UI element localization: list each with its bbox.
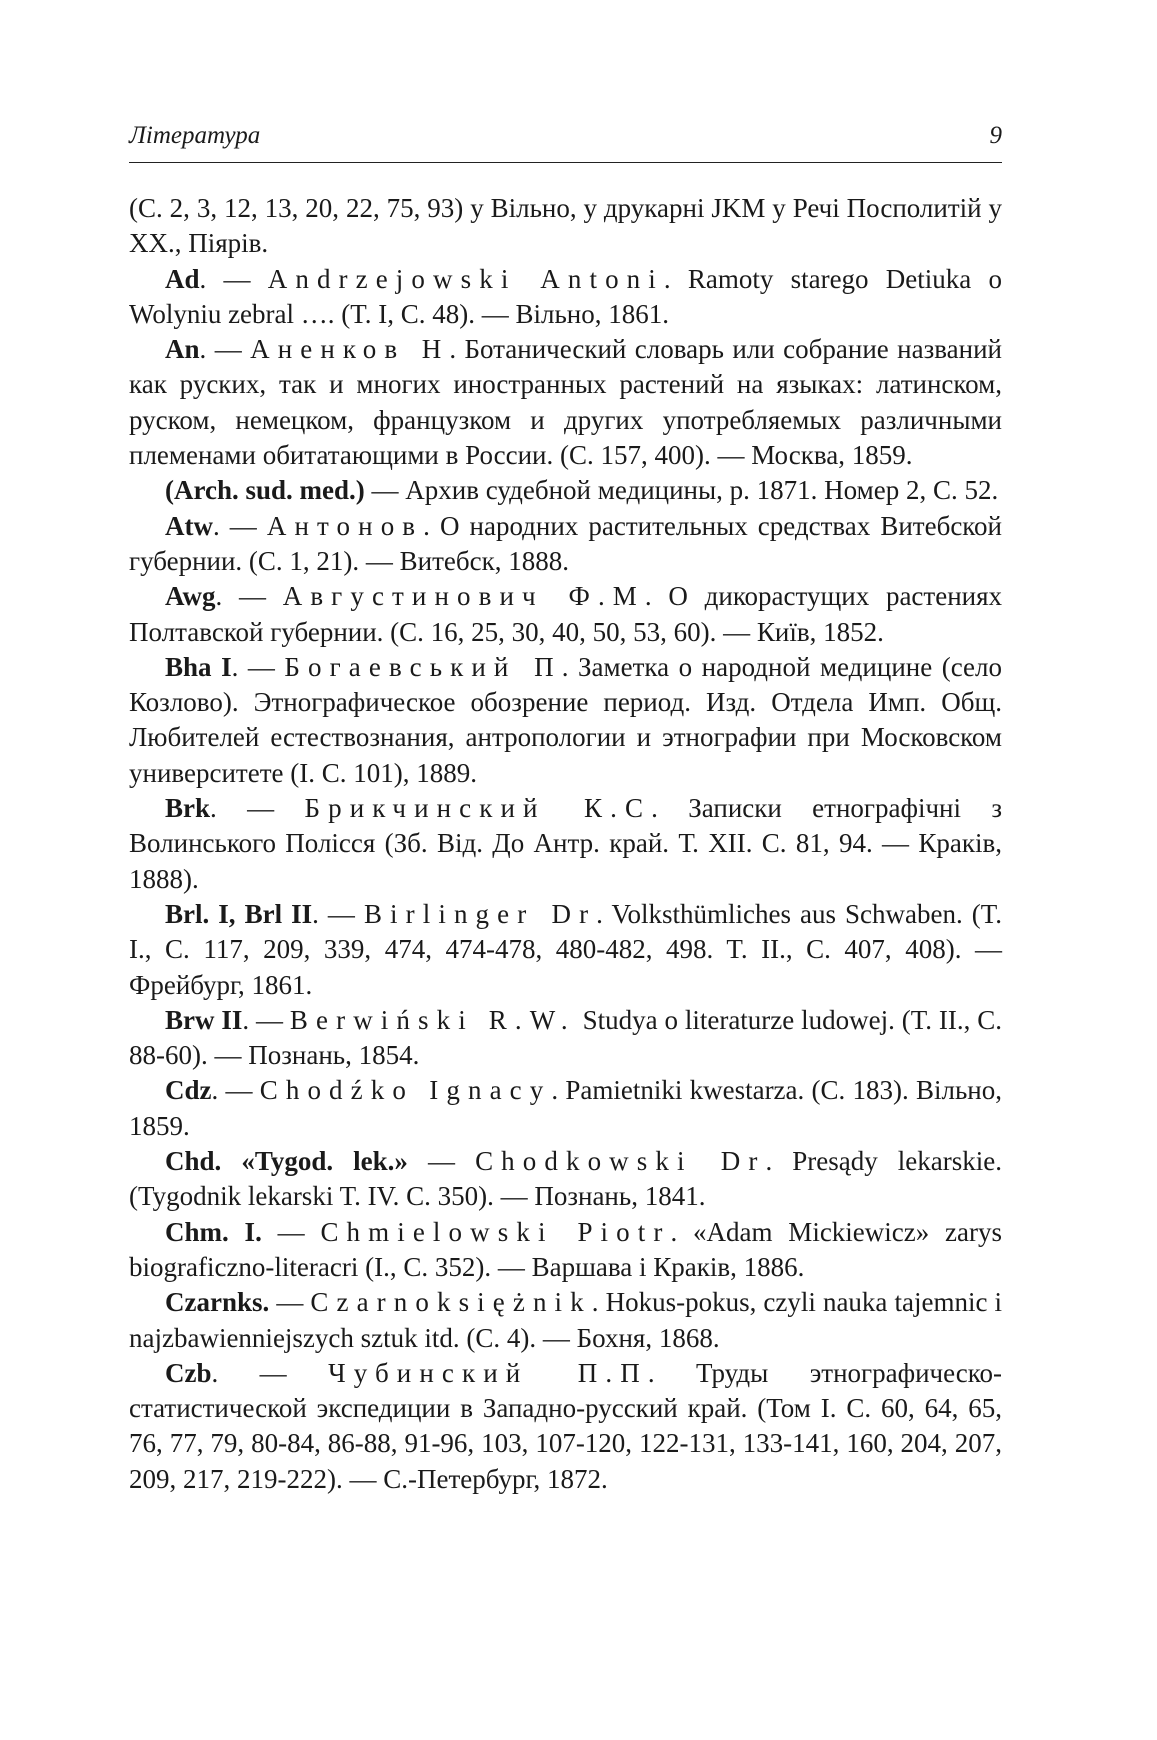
entry-abbreviation: Brl. I, Brl II — [165, 898, 313, 929]
entry-description: . Ботанический словарь или собрание названий как руских, так и многих иностранных растений на языках: латинском, руском, немецком, французком и других употребляемых различными племенами обитатающими в России. (С. 157, 400). — Москва, 1859. — [129, 334, 1002, 471]
running-head-title: Література — [129, 122, 261, 149]
bibliography-entry — [129, 509, 1002, 580]
entry-separator: — — [364, 475, 406, 506]
entry-separator: — — [407, 1146, 476, 1177]
entry-abbreviation: Atw — [165, 510, 213, 541]
entry-abbreviation-tail: . — [231, 651, 239, 682]
bibliography-entry — [129, 332, 1002, 473]
entry-description: . «Adam Mickiewicz» zarys biograficzno-literacri (I., C. 352). — Варшава і Краків, 1886. — [129, 1216, 1003, 1282]
bibliography-entry — [129, 791, 1002, 897]
entry-description: . О народних растительных средствах Витебской губернии. (С. 1, 21). — Витебск, 1888. — [129, 510, 1002, 576]
entry-separator: — — [206, 334, 251, 365]
entry-separator: — — [238, 651, 285, 682]
entry-author: Birlinger Dr — [363, 898, 597, 929]
entry-description: . Заметка о народной медицине (село Козлово). Этнографическое обозрение период. Изд. Отдела Имп. Общ. Любителей естествознания, антропологии и этнографии при Московском университете (I. С. 101), 1889. — [129, 651, 1003, 788]
entry-abbreviation-tail: . — [215, 581, 223, 612]
bibliography-entry — [129, 1356, 1002, 1497]
bibliography-entry — [129, 1144, 1002, 1215]
entry-separator: — — [216, 793, 305, 824]
entry-separator: — — [219, 510, 267, 541]
entry-author: Berwiński R.W. — [289, 1004, 576, 1035]
entry-author: Августинович Ф.М — [282, 581, 645, 612]
bibliography-entry — [129, 473, 1002, 508]
entry-separator: — — [261, 1216, 321, 1247]
bibliography-entry — [129, 1003, 1002, 1074]
entry-abbreviation: Brk — [165, 793, 211, 824]
bibliography-list — [129, 191, 1002, 1497]
bibliography-entry — [129, 650, 1002, 791]
entry-description: . О дикорастущих растениях Полтавской губернии. (С. 16, 25, 30, 40, 50, 53, 60). — Київ, 1852. — [129, 581, 1003, 647]
entry-description: . Hokus-pokus, czyli nauka tajemnic i najzbawienniejszych sztuk itd. (C. 4). — Бохня, 1868. — [129, 1287, 1003, 1353]
entry-author: Chodźko Ignacy — [259, 1075, 552, 1106]
entry-abbreviation: Brw II — [165, 1004, 243, 1035]
entry-abbreviation-tail: . — [211, 1075, 219, 1106]
entry-author: Чубинский П.П — [328, 1357, 648, 1388]
entry-abbreviation-tail: . — [210, 793, 217, 824]
entry-author: Аненков Н — [250, 334, 450, 365]
entry-separator: — — [222, 581, 283, 612]
bibliography-entry — [129, 579, 1002, 650]
entry-abbreviation: Awg — [165, 581, 216, 612]
bibliography-entries — [129, 262, 1002, 1497]
entry-abbreviation: Bha I — [165, 651, 232, 682]
entry-separator: — — [206, 263, 268, 294]
entry-separator: — — [269, 1287, 311, 1318]
entry-abbreviation: Chm. I. — [165, 1216, 262, 1247]
running-header — [129, 118, 1002, 163]
entry-abbreviation-tail: . — [242, 1004, 250, 1035]
entry-abbreviation-tail: . — [199, 334, 207, 365]
entry-separator: — — [249, 1004, 290, 1035]
entry-description: . Presądy lekarskie. (Tygodnik lekarski T. IV. C. 350). — Познань, 1841. — [129, 1146, 1002, 1212]
entry-author: Czarnoksiężnik — [310, 1287, 592, 1318]
entry-abbreviation-tail: . — [312, 898, 319, 929]
entry-author: Chodkowski Dr — [475, 1146, 766, 1177]
entry-separator: — — [218, 1357, 329, 1388]
bibliography-entry — [129, 262, 1002, 333]
entry-description: . Ramoty starego Detiuka o Wolyniu zebral …. (T. I, C. 48). — Вільно, 1861. — [129, 263, 1003, 329]
entry-description: . Труды этнографическо-статистической экспедиции в Западно-русский край. (Том I. С. 60, 64, 65, 76, 77, 79, 80-84, 86-88, 91-96, 103, 107-120, 122-131, 133-141, 160, 204, 207, 209, 217, 219-222). — С.-Петербург, 1872. — [129, 1357, 1002, 1494]
entry-abbreviation: (Arch. sud. med.) — [165, 475, 365, 506]
bibliography-entry — [129, 1285, 1002, 1356]
entry-abbreviation-tail: . — [213, 510, 220, 541]
entry-abbreviation: Czb — [165, 1357, 212, 1388]
entry-abbreviation: Czarnks. — [165, 1287, 270, 1318]
entry-description: Архив судебной медицины, р. 1871. Номер 2, С. 52. — [405, 475, 999, 506]
bibliography-entry — [129, 1073, 1002, 1144]
entry-description: . Volksthümliches aus Schwaben. (T. I., C. 117, 209, 339, 474, 474-478, 480-482, 498. T. II., C. 407, 408). — Фрейбург, 1861. — [129, 898, 1003, 1000]
entry-description: . Pamietniki kwestarza. (C. 183). Вільно, 1859. — [129, 1075, 1003, 1141]
entry-separator: — — [218, 1075, 260, 1106]
entry-author: Брикчинский К.С — [304, 793, 652, 824]
entry-author: Антонов — [266, 510, 424, 541]
entry-abbreviation: An — [165, 334, 200, 365]
entry-abbreviation-tail: . — [211, 1357, 219, 1388]
entry-separator: — — [318, 898, 364, 929]
entry-abbreviation-tail: . — [199, 263, 207, 294]
entry-author: Богаевський П — [284, 651, 562, 682]
bibliography-entry — [129, 897, 1002, 1003]
entry-abbreviation: Chd. «Tygod. lek.» — [165, 1146, 408, 1177]
continuation-paragraph: (С. 2, 3, 12, 13, 20, 22, 75, 93) у Вільно, у друкарні JKM у Речі Посполитій у XX., Піярів. — [129, 193, 1002, 259]
entry-author: Chmielowski Piotr — [320, 1216, 671, 1247]
page-number: 9 — [989, 122, 1002, 149]
entry-description: . Записки етнографічні з Волинського Полісся (Зб. Від. До Антр. край. Т. XII. С. 81, 94. — Краків, 1888). — [129, 793, 1003, 894]
entry-description: Studya o literaturze ludowej. (T. II., C. 88-60). — Познань, 1854. — [129, 1004, 1002, 1071]
entry-abbreviation: Ad — [165, 263, 200, 294]
bibliography-entry — [129, 1215, 1002, 1286]
entry-author: Andrzejowski Antoni — [267, 263, 664, 294]
entry-abbreviation: Cdz — [165, 1075, 212, 1106]
